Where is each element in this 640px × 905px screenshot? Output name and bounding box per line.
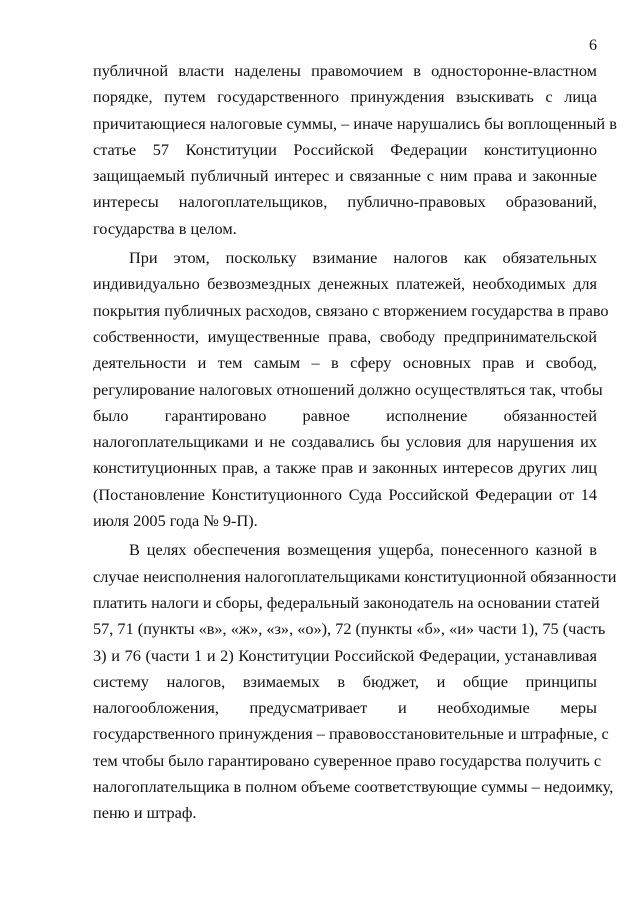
text-line: пеню и штраф. bbox=[93, 803, 197, 823]
text-line: государственного принуждения – правовосстановительные и штрафные, с bbox=[93, 724, 609, 744]
text-line: тем чтобы было гарантировано суверенное право государства получить с bbox=[93, 750, 602, 770]
text-line: покрытия публичных расходов, связано с вторжением государства в право bbox=[93, 300, 609, 320]
text-line: статье 57 Конституции Российской Федерации конституционно bbox=[93, 139, 597, 159]
paragraph bbox=[93, 245, 609, 534]
text-line: систему налогов, взимаемых в бюджет, и общие принципы bbox=[93, 671, 597, 691]
text-line: В целях обеспечения возмещения ущерба, понесенного казной в bbox=[129, 540, 597, 560]
text-line: регулирование налоговых отношений должно осуществляться так, чтобы bbox=[93, 379, 603, 399]
text-line: индивидуально безвозмездных денежных платежей, необходимых для bbox=[93, 274, 597, 294]
text-line: платить налоги и сборы, федеральный законодатель на основании статей bbox=[93, 592, 600, 612]
text-line: (Постановление Конституционного Суда Российской Федерации от 14 bbox=[93, 484, 597, 504]
text-line: 57, 71 (пункты «в», «ж», «з», «о»), 72 (пункты «б», «и» части 1), 75 (часть bbox=[93, 619, 606, 639]
paragraph bbox=[93, 537, 617, 826]
paragraph bbox=[93, 58, 617, 242]
text-line: защищаемый публичный интерес и связанные с ним права и законные bbox=[93, 166, 597, 186]
text-line: государства в целом. bbox=[93, 218, 237, 238]
text-line: собственности, имущественные права, свободу предпринимательской bbox=[93, 326, 597, 346]
text-line: 3) и 76 (части 1 и 2) Конституции Российской Федерации, устанавливая bbox=[93, 645, 597, 665]
text-line: налогоплательщиками и не создавались бы условия для нарушения их bbox=[93, 432, 597, 452]
page-number: 6 bbox=[589, 37, 597, 54]
document-body bbox=[93, 58, 617, 827]
text-line: порядке, путем государственного принуждения взыскивать с лица bbox=[93, 87, 597, 107]
text-line: было гарантировано равное исполнение обязанностей bbox=[93, 405, 597, 425]
text-line: налогообложения, предусматривает и необходимые меры bbox=[93, 698, 597, 718]
text-line: конституционных прав, а также прав и законных интересов других лиц bbox=[93, 458, 597, 478]
text-line: налогоплательщика в полном объеме соответствующие суммы – недоимку, bbox=[93, 777, 614, 797]
text-line: причитающиеся налоговые суммы, – иначе нарушались бы воплощенный в bbox=[93, 113, 617, 133]
text-line: случае неисполнения налогоплательщиками конституционной обязанности bbox=[93, 566, 617, 586]
text-line: интересы налогоплательщиков, публично-правовых образований, bbox=[93, 192, 597, 212]
text-line: деятельности и тем самым – в сферу основных прав и свобод, bbox=[93, 353, 597, 373]
text-line: публичной власти наделены правомочием в односторонне-властном bbox=[93, 61, 597, 80]
text-line: При этом, поскольку взимание налогов как обязательных bbox=[129, 248, 597, 268]
text-line: июля 2005 года № 9-П). bbox=[93, 511, 258, 531]
